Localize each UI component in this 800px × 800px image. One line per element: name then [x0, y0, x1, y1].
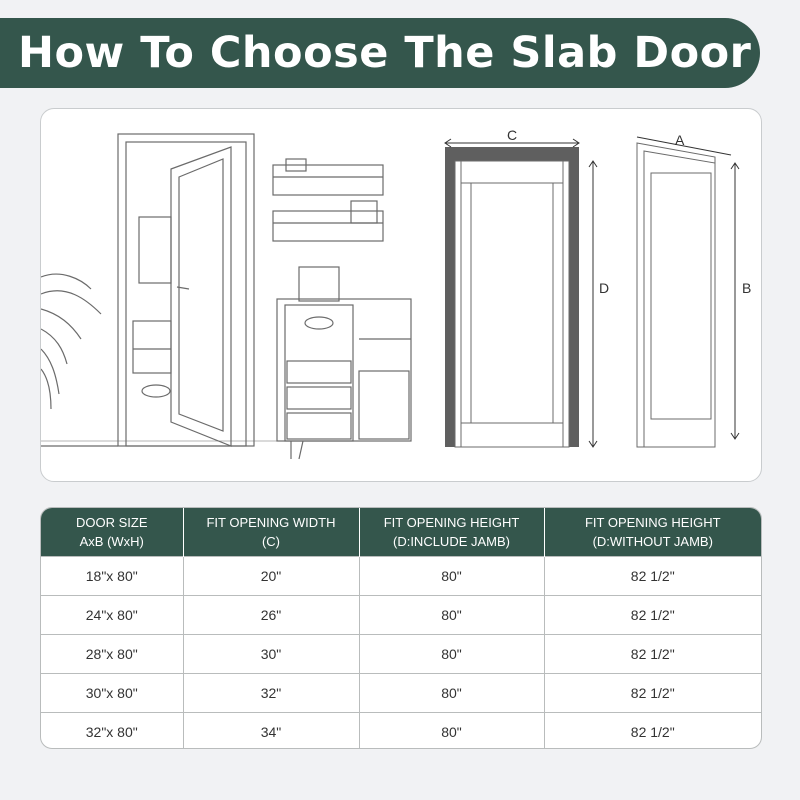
- size-table-grid: [41, 508, 761, 749]
- table-row: [41, 596, 761, 635]
- cell-height-without-jamb: 82 1/2": [544, 635, 761, 674]
- title-banner: [0, 18, 760, 88]
- cell-opening-width: 32": [183, 674, 359, 713]
- door-illustration: [41, 109, 761, 481]
- header-fit-opening-width: FIT OPENING WIDTH (C): [183, 508, 359, 557]
- door-with-jamb-drawing: [445, 139, 597, 447]
- cell-height-include-jamb: 80": [359, 674, 544, 713]
- table-header-row: [41, 508, 761, 557]
- illustration-panel: [40, 108, 762, 482]
- cell-opening-width: 20": [183, 557, 359, 596]
- table-row: [41, 635, 761, 674]
- dimension-label-b: B: [742, 280, 752, 296]
- cell-door-size: 18"x 80": [41, 557, 183, 596]
- table-row: [41, 674, 761, 713]
- size-table: [40, 507, 762, 749]
- cell-door-size: 30"x 80": [41, 674, 183, 713]
- cell-height-without-jamb: 82 1/2": [544, 674, 761, 713]
- cell-door-size: 32"x 80": [41, 713, 183, 750]
- cell-opening-width: 34": [183, 713, 359, 750]
- dimension-label-c: C: [507, 127, 518, 143]
- cell-opening-width: 26": [183, 596, 359, 635]
- cell-height-include-jamb: 80": [359, 557, 544, 596]
- room-scene-drawing: [41, 134, 411, 459]
- cell-height-without-jamb: 82 1/2": [544, 557, 761, 596]
- header-fit-opening-height-without-jamb: FIT OPENING HEIGHT (D:WITHOUT JAMB): [544, 508, 761, 557]
- cell-door-size: 28"x 80": [41, 635, 183, 674]
- dimension-label-d: D: [599, 280, 610, 296]
- cell-door-size: 24"x 80": [41, 596, 183, 635]
- dimension-label-a: A: [675, 132, 685, 148]
- cell-height-include-jamb: 80": [359, 713, 544, 750]
- slab-door-drawing: [637, 137, 739, 447]
- header-fit-opening-height-include-jamb: FIT OPENING HEIGHT (D:INCLUDE JAMB): [359, 508, 544, 557]
- cell-height-include-jamb: 80": [359, 635, 544, 674]
- cell-opening-width: 30": [183, 635, 359, 674]
- table-row: [41, 713, 761, 750]
- cell-height-without-jamb: 82 1/2": [544, 596, 761, 635]
- cell-height-include-jamb: 80": [359, 596, 544, 635]
- header-door-size: DOOR SIZE AxB (WxH): [41, 508, 183, 557]
- page-title: How To Choose The Slab Door: [18, 28, 752, 78]
- table-row: [41, 557, 761, 596]
- cell-height-without-jamb: 82 1/2": [544, 713, 761, 750]
